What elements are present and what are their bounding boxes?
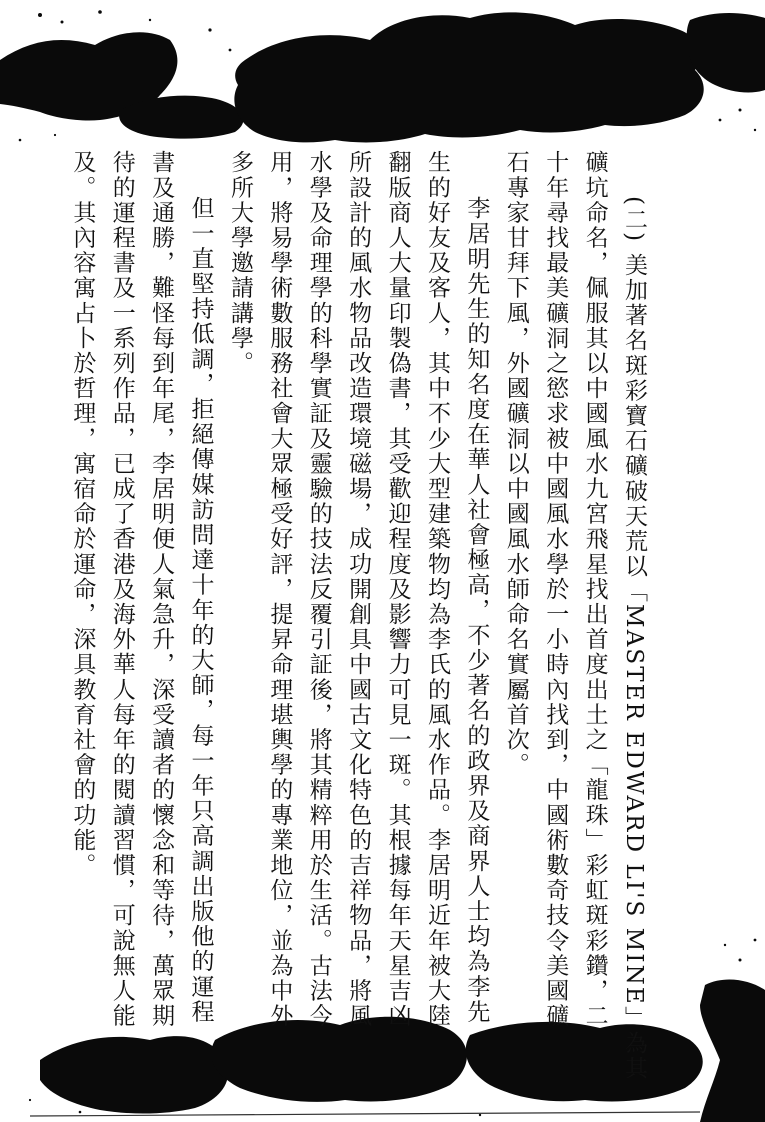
text-column: (二) 美加著名斑彩寶石礦破天荒以「MASTER EDWARD LI'S MINE」為其	[621, 196, 647, 1082]
text-column: 用，將易學術數服務社會大眾極受好評，提昇命理堪輿學的專業地位，並為中外	[266, 150, 293, 1029]
text-column: 十年尋找最美礦洞之慾求被中國風水學於一小時內找到，中國術數奇技令美國礦	[542, 150, 569, 1029]
text-column: 李居明先生的知名度在華人社會極高，不少著名的政界及商界人士均為李先	[463, 196, 490, 1025]
text-column: 礦坑命名，佩服其以中國風水九宮飛星找出首度出土之「龍珠」彩虹斑彩鑽，二	[581, 150, 608, 1029]
text-column: 石專家甘拜下風，外國礦洞以中國風水師命名實屬首次。	[502, 150, 529, 778]
text-column: 待的運程書及一系列作品，已成了香港及海外華人每年的閱讀習慣，可說無人能	[108, 150, 135, 1029]
text-column: 水學及命理學的科學實証及靈驗的技法反覆引証後，將其精粹用於生活。古法今	[305, 150, 332, 1029]
text-column: 翻版商人大量印製偽書，其受歡迎程度及影響力可見一斑。其根據每年天星吉凶	[384, 150, 411, 1029]
vertical-text-body	[69, 150, 653, 1082]
ink-blotch-right-edge	[700, 980, 765, 1122]
ink-blotch-top-center	[234, 12, 703, 142]
text-column: 但一直堅持低調，拒絕傳媒訪問達十年的大師，每一年只高調出版他的運程	[187, 196, 214, 1025]
text-column: 生的好友及客人，其中不少大型建築物均為李氏的風水作品。李居明近年被大陸	[423, 150, 450, 1029]
text-column: 所設計的風水物品改造環境磁場，成功開創具中國古文化特色的吉祥物品，將風	[345, 150, 372, 1029]
text-column: 書及通勝，難怪每到年尾，李居明便人氣急升，深受讀者的懷念和等待，萬眾期	[148, 150, 175, 1029]
text-column: 多所大學邀請講學。	[226, 150, 253, 376]
text-column: 及。其內容寓占卜於哲理，寓宿命於運命，深具教育社會的功能。	[69, 150, 96, 878]
